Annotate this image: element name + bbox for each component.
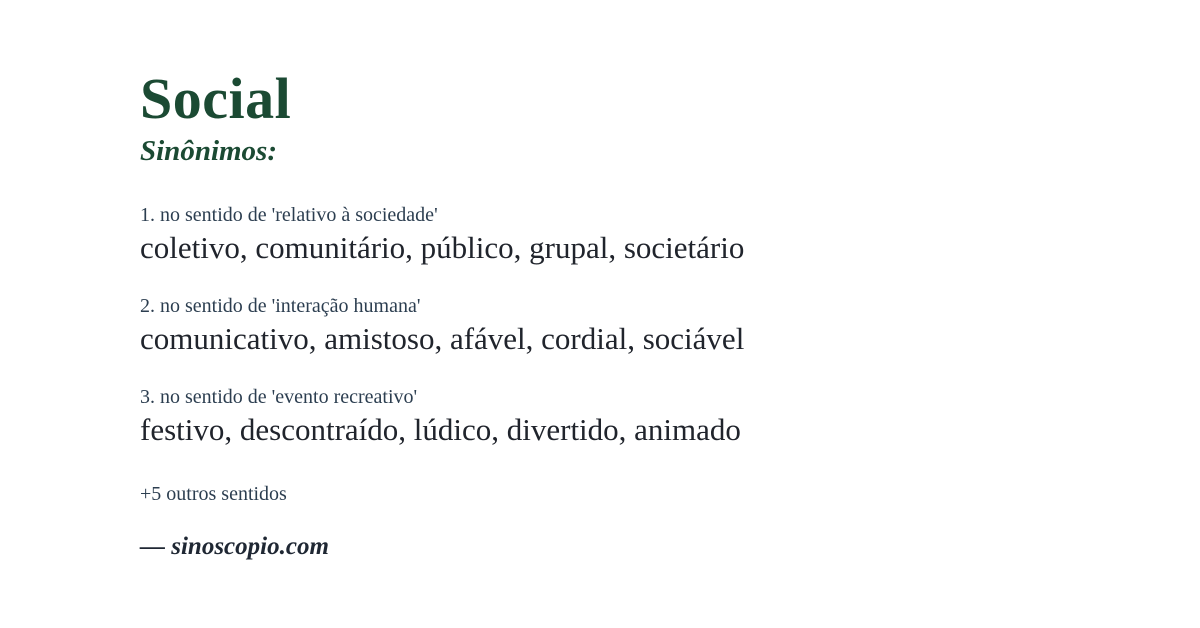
sense-synonyms: coletivo, comunitário, público, grupal, societário — [140, 230, 745, 266]
sense-synonyms: comunicativo, amistoso, afável, cordial, sociável — [140, 321, 745, 357]
sense-entry-2 — [140, 295, 1100, 359]
synonym-card — [140, 66, 1100, 506]
sense-label: 2. no sentido de 'interação humana' — [140, 295, 421, 318]
more-senses-link[interactable]: +5 outros sentidos — [140, 482, 287, 505]
sense-label: 3. no sentido de 'evento recreativo' — [140, 385, 418, 408]
word-title: Social — [140, 66, 292, 131]
sense-entry-3 — [140, 386, 1100, 450]
subtitle-sinonimos: Sinônimos: — [140, 135, 277, 167]
senses-list — [140, 204, 1100, 449]
source-attribution: — sinoscopio.com — [140, 533, 329, 560]
sense-synonyms: festivo, descontraído, lúdico, divertido, animado — [140, 411, 741, 447]
sense-entry-1 — [140, 204, 1100, 268]
sense-label: 1. no sentido de 'relativo à sociedade' — [140, 204, 438, 227]
